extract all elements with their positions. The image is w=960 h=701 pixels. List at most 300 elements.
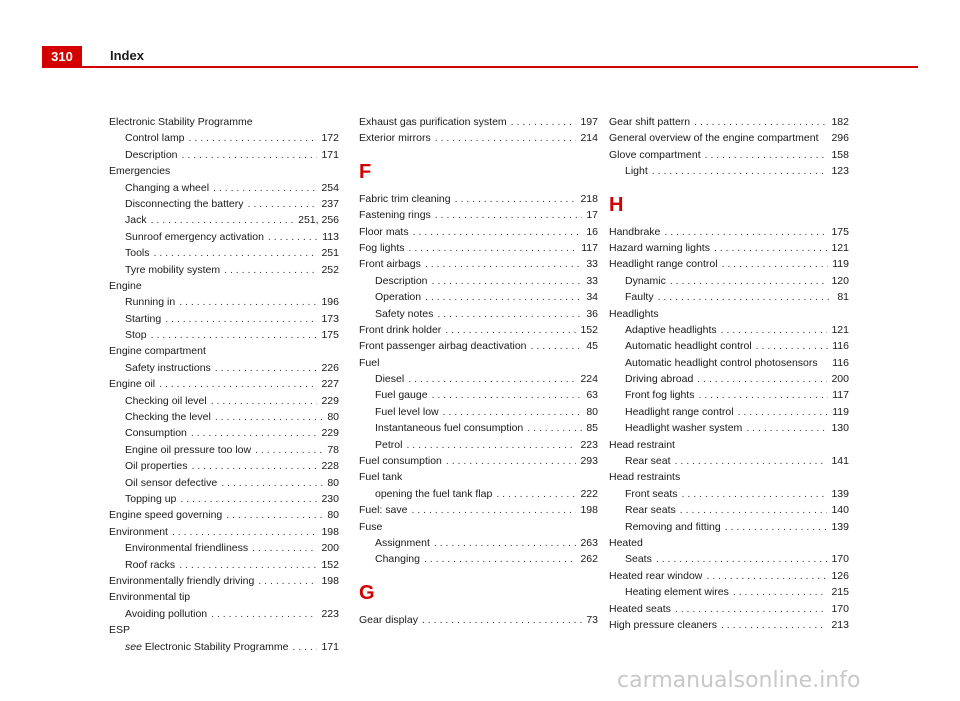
index-entry	[109, 114, 339, 130]
entry-page: 224	[580, 373, 598, 386]
entry-page: 170	[831, 553, 849, 566]
entry-text	[375, 306, 433, 322]
index-subentry	[359, 371, 598, 387]
entry-text	[109, 573, 254, 589]
leader-dots	[258, 573, 317, 589]
leader-dots	[424, 551, 577, 567]
entry-page: 230	[321, 492, 339, 505]
leader-dots	[432, 387, 583, 403]
entry-label: Description	[125, 148, 178, 161]
index-entry	[359, 114, 598, 130]
entry-page: 126	[831, 569, 849, 582]
leader-dots	[738, 404, 829, 420]
index-entry	[109, 163, 339, 179]
entry-page: 81	[837, 291, 849, 304]
leader-dots	[664, 224, 827, 240]
see-reference: see	[125, 640, 142, 653]
entry-page: 229	[321, 427, 339, 440]
entry-text	[609, 535, 643, 551]
entry-label: Checking the level	[125, 411, 211, 424]
index-entry	[109, 376, 339, 392]
entry-text	[625, 387, 694, 403]
index-subentry	[359, 306, 598, 322]
entry-label: High pressure cleaners	[609, 618, 717, 631]
index-subentry	[109, 606, 339, 622]
index-subentry	[109, 327, 339, 343]
entry-text	[625, 273, 666, 289]
entry-text	[375, 273, 428, 289]
leader-dots	[682, 486, 828, 502]
leader-dots	[221, 475, 323, 491]
entry-label: Automatic headlight control	[625, 340, 752, 353]
leader-dots	[446, 453, 577, 469]
entry-page: 85	[586, 422, 598, 435]
entry-label: Electronic Stability Programme	[144, 640, 289, 653]
entry-text	[109, 278, 142, 294]
entry-label: Seats	[625, 553, 652, 566]
entry-label: Headlight washer system	[625, 422, 743, 435]
index-subentry	[109, 639, 339, 655]
entry-text	[109, 507, 222, 523]
entry-page: 63	[586, 389, 598, 402]
entry-label: Instantaneous fuel consumption	[375, 422, 524, 435]
entry-label: Petrol	[375, 438, 403, 451]
entry-label: Rear seat	[625, 455, 671, 468]
entry-page: 252	[321, 263, 339, 276]
entry-page: 120	[831, 274, 849, 287]
leader-dots	[435, 130, 577, 146]
index-subentry	[609, 322, 849, 338]
entry-page: 237	[321, 197, 339, 210]
entry-label: Fuel level low	[375, 405, 439, 418]
entry-label: ESP	[109, 624, 131, 637]
entry-text	[609, 617, 717, 633]
entry-page: 80	[327, 509, 339, 522]
entry-text	[125, 229, 264, 245]
entry-page: 254	[321, 181, 339, 194]
entry-page: 215	[831, 586, 849, 599]
index-subentry	[109, 311, 339, 327]
entry-text	[125, 327, 147, 343]
entry-page: 226	[321, 361, 339, 374]
entry-text	[625, 322, 717, 338]
index-subentry	[609, 371, 849, 387]
entry-page: 36	[586, 307, 598, 320]
entry-page: 121	[831, 241, 849, 254]
entry-text	[359, 130, 431, 146]
entry-text	[125, 540, 248, 556]
entry-label: Front seats	[625, 487, 678, 500]
leader-dots	[224, 262, 317, 278]
entry-text	[125, 409, 211, 425]
entry-text	[625, 453, 671, 469]
entry-page: 139	[831, 487, 849, 500]
entry-label: Fuse	[359, 520, 383, 533]
entry-text	[625, 502, 676, 518]
index-entry	[359, 240, 598, 256]
entry-label: Sunroof emergency activation	[125, 230, 264, 243]
index-entry	[359, 469, 598, 485]
header-rule	[42, 66, 918, 68]
entry-label: Gear shift pattern	[609, 116, 691, 128]
index-entry	[609, 535, 849, 551]
entry-text	[375, 289, 421, 305]
entry-page: 200	[321, 542, 339, 555]
index-subentry	[609, 163, 849, 179]
entry-page: 227	[321, 378, 339, 391]
index-subentry	[609, 551, 849, 567]
index-subentry	[109, 196, 339, 212]
entry-page: 175	[831, 225, 849, 238]
leader-dots	[252, 540, 317, 556]
entry-label: Glove compartment	[609, 148, 701, 161]
entry-label: Head restraint	[609, 438, 675, 451]
entry-page: 152	[580, 323, 598, 336]
entry-text	[609, 256, 718, 272]
index-subentry	[359, 273, 598, 289]
entry-text	[375, 437, 402, 453]
entry-text	[109, 376, 155, 392]
entry-text	[359, 114, 507, 130]
entry-text	[359, 502, 407, 518]
entry-text	[359, 338, 527, 354]
index-entry	[609, 114, 849, 130]
leader-dots	[215, 360, 318, 376]
leader-dots	[151, 327, 318, 343]
leader-dots	[531, 338, 583, 354]
leader-dots	[247, 196, 317, 212]
entry-text	[109, 622, 130, 638]
index-subentry	[359, 437, 598, 453]
leader-dots	[182, 147, 318, 163]
leader-dots	[408, 371, 576, 387]
index-entry	[609, 240, 849, 256]
index-subentry	[609, 420, 849, 436]
index-subentry	[109, 458, 339, 474]
leader-dots	[151, 212, 295, 228]
entry-page: 17	[586, 209, 598, 222]
entry-text	[125, 294, 175, 310]
page-number-badge: 310	[42, 46, 82, 67]
leader-dots	[652, 163, 828, 179]
leader-dots	[706, 568, 827, 584]
leader-dots	[434, 535, 577, 551]
index-entry	[609, 617, 849, 633]
entry-label: Avoiding pollution	[125, 607, 208, 620]
index-subentry	[109, 245, 339, 261]
entry-text	[625, 338, 752, 354]
leader-dots	[180, 491, 317, 507]
entry-label: Starting	[125, 312, 162, 325]
entry-page: 196	[321, 296, 339, 309]
entry-page: 171	[321, 640, 339, 653]
entry-text	[625, 355, 818, 371]
entry-page: 130	[831, 422, 849, 435]
entry-text	[625, 163, 648, 179]
leader-dots	[496, 486, 576, 502]
entry-label: Changing a wheel	[125, 181, 210, 194]
index-subentry	[609, 355, 849, 371]
index-subentry	[109, 393, 339, 409]
entry-text	[609, 437, 675, 453]
entry-page: 139	[831, 520, 849, 533]
entry-text	[125, 557, 175, 573]
entry-text	[625, 289, 654, 305]
index-entry	[359, 256, 598, 272]
entry-page: 198	[321, 525, 339, 538]
entry-text	[359, 355, 379, 371]
entry-text	[609, 469, 680, 485]
entry-page: 152	[321, 558, 339, 571]
entry-page: 119	[832, 405, 849, 418]
entry-label: Stop	[125, 329, 147, 342]
entry-page: 214	[580, 132, 598, 145]
entry-text	[125, 606, 207, 622]
index-entry	[109, 622, 339, 638]
entry-page: 121	[831, 323, 849, 336]
entry-label: Front airbags	[359, 258, 421, 271]
entry-label: Adaptive headlights	[625, 323, 717, 336]
leader-dots	[179, 294, 317, 310]
entry-label: Oil properties	[125, 460, 188, 473]
entry-text	[375, 486, 492, 502]
index-subentry	[359, 486, 598, 502]
entry-label: Assignment	[375, 536, 430, 549]
entry-page: 113	[322, 230, 339, 243]
index-subentry	[109, 180, 339, 196]
leader-dots	[698, 387, 828, 403]
entry-page: 293	[580, 455, 598, 468]
index-subentry	[109, 360, 339, 376]
leader-dots	[425, 256, 582, 272]
entry-text	[125, 311, 161, 327]
entry-label: Heated	[609, 536, 643, 549]
leader-dots	[694, 114, 827, 130]
leader-dots	[756, 338, 829, 354]
leader-dots	[437, 306, 582, 322]
entry-text	[625, 519, 721, 535]
entry-label: Tools	[125, 247, 150, 260]
leader-dots	[409, 240, 578, 256]
leader-dots	[697, 371, 827, 387]
index-entry	[359, 207, 598, 223]
index-subentry	[359, 420, 598, 436]
leader-dots	[226, 507, 323, 523]
entry-page: 223	[321, 607, 339, 620]
entry-page: 197	[580, 116, 598, 128]
entry-label: Engine speed governing	[109, 509, 223, 522]
entry-label: Driving abroad	[625, 373, 694, 386]
leader-dots	[411, 502, 576, 518]
entry-page: 171	[321, 148, 339, 161]
entry-label: Roof racks	[125, 558, 176, 571]
leader-dots	[211, 393, 318, 409]
watermark: carmanualsonline.info	[617, 668, 861, 693]
entry-label: Light	[625, 165, 648, 178]
page-title: Index	[110, 48, 144, 63]
entry-page: 175	[321, 329, 339, 342]
entry-page: 73	[586, 613, 598, 626]
index-subentry	[609, 453, 849, 469]
entry-label: Fabric trim cleaning	[359, 192, 451, 205]
entry-text	[125, 212, 147, 228]
entry-page: 182	[831, 116, 849, 128]
index-subentry	[109, 294, 339, 310]
entry-label: Fuel: save	[359, 504, 408, 517]
entry-page: 173	[321, 312, 339, 325]
index-entry	[359, 130, 598, 146]
entry-label: Engine oil	[109, 378, 156, 391]
leader-dots	[268, 229, 318, 245]
index-entry	[359, 519, 598, 535]
leader-dots	[425, 289, 582, 305]
leader-dots	[656, 551, 828, 567]
entry-text	[359, 224, 409, 240]
entry-label: Heated seats	[609, 602, 671, 615]
entry-label: Headlight range control	[609, 258, 718, 271]
entry-text	[359, 453, 442, 469]
leader-dots	[725, 519, 828, 535]
entry-text	[375, 371, 404, 387]
index-entry	[109, 524, 339, 540]
index-subentry	[109, 212, 339, 228]
leader-dots	[670, 273, 828, 289]
entry-page: 140	[831, 504, 849, 517]
entry-text	[109, 163, 170, 179]
entry-label: Fuel consumption	[359, 455, 442, 468]
leader-dots	[445, 322, 576, 338]
index-entry	[609, 224, 849, 240]
entry-page: 116	[832, 340, 849, 353]
entry-text	[625, 486, 678, 502]
entry-label: Running in	[125, 296, 176, 309]
leader-dots	[422, 612, 582, 628]
leader-dots	[191, 458, 317, 474]
entry-page: 228	[321, 460, 339, 473]
entry-text	[375, 404, 439, 420]
entry-text	[375, 387, 428, 403]
index-entry	[609, 306, 849, 322]
entry-text	[375, 420, 523, 436]
index-column-2	[359, 114, 598, 628]
index-entry	[609, 568, 849, 584]
entry-page: 296	[831, 132, 849, 145]
leader-dots	[432, 273, 583, 289]
index-subentry	[609, 404, 849, 420]
entry-page: 200	[831, 373, 849, 386]
index-entry	[609, 437, 849, 453]
index-entry	[609, 256, 849, 272]
index-subentry	[609, 486, 849, 502]
leader-dots	[511, 114, 577, 130]
index-subentry	[109, 262, 339, 278]
entry-page: 80	[586, 405, 598, 418]
index-column-1	[109, 114, 339, 655]
leader-dots	[455, 191, 577, 207]
index-entry	[109, 507, 339, 523]
index-subentry	[109, 491, 339, 507]
entry-page: 158	[831, 148, 849, 161]
entry-page: 123	[831, 165, 849, 178]
leader-dots	[675, 453, 828, 469]
entry-label: Engine compartment	[109, 345, 206, 358]
index-entry	[609, 601, 849, 617]
entry-label: Fuel	[359, 356, 380, 369]
entry-label: Exterior mirrors	[359, 132, 431, 145]
entry-label: opening the fuel tank flap	[375, 487, 493, 500]
entry-label: Front passenger airbag deactivation	[359, 340, 527, 353]
entry-label: Hazard warning lights	[609, 241, 710, 254]
section-letter: H	[609, 193, 624, 216]
entry-text	[125, 425, 187, 441]
entry-label: Safety notes	[375, 307, 434, 320]
entry-text	[109, 524, 168, 540]
index-entry	[609, 130, 849, 146]
entry-text	[609, 130, 819, 146]
leader-dots	[721, 617, 828, 633]
leader-dots	[165, 311, 317, 327]
entry-label: Changing	[375, 553, 420, 566]
entry-text	[125, 130, 185, 146]
index-entry	[359, 355, 598, 371]
leader-dots	[406, 437, 576, 453]
entry-label: Head restraints	[609, 471, 681, 484]
entry-label: Environment	[109, 525, 168, 538]
index-subentry	[109, 475, 339, 491]
leader-dots	[527, 420, 582, 436]
entry-label: Heating element wires	[625, 586, 729, 599]
entry-label: Handbrake	[609, 225, 661, 238]
entry-label: Fog lights	[359, 241, 405, 254]
entry-label: Faulty	[625, 291, 654, 304]
entry-text	[125, 639, 288, 655]
entry-text	[125, 491, 176, 507]
index-subentry	[609, 273, 849, 289]
entry-label: Fuel gauge	[375, 389, 428, 402]
entry-page: 262	[580, 553, 598, 566]
entry-text	[359, 191, 451, 207]
leader-dots	[292, 639, 317, 655]
entry-text	[609, 240, 710, 256]
index-subentry	[609, 502, 849, 518]
entry-page: 33	[586, 274, 598, 287]
entry-text	[359, 519, 382, 535]
index-subentry	[609, 338, 849, 354]
index-entry	[359, 338, 598, 354]
entry-label: General overview of the engine compartment	[609, 132, 819, 145]
index-subentry	[109, 557, 339, 573]
index-subentry	[109, 442, 339, 458]
index-subentry	[109, 425, 339, 441]
index-subentry	[109, 147, 339, 163]
leader-dots	[255, 442, 323, 458]
index-entry	[359, 612, 598, 628]
index-entry	[359, 453, 598, 469]
index-subentry	[359, 551, 598, 567]
entry-page: 251	[321, 247, 339, 260]
entry-label: Control lamp	[125, 132, 185, 145]
entry-text	[359, 469, 402, 485]
leader-dots	[172, 524, 318, 540]
index-column-3	[609, 114, 849, 633]
entry-label: Fastening rings	[359, 209, 431, 222]
entry-text	[125, 475, 217, 491]
index-entry	[359, 224, 598, 240]
entry-text	[109, 114, 253, 130]
leader-dots	[191, 425, 318, 441]
index-entry	[109, 589, 339, 605]
leader-dots	[413, 224, 583, 240]
